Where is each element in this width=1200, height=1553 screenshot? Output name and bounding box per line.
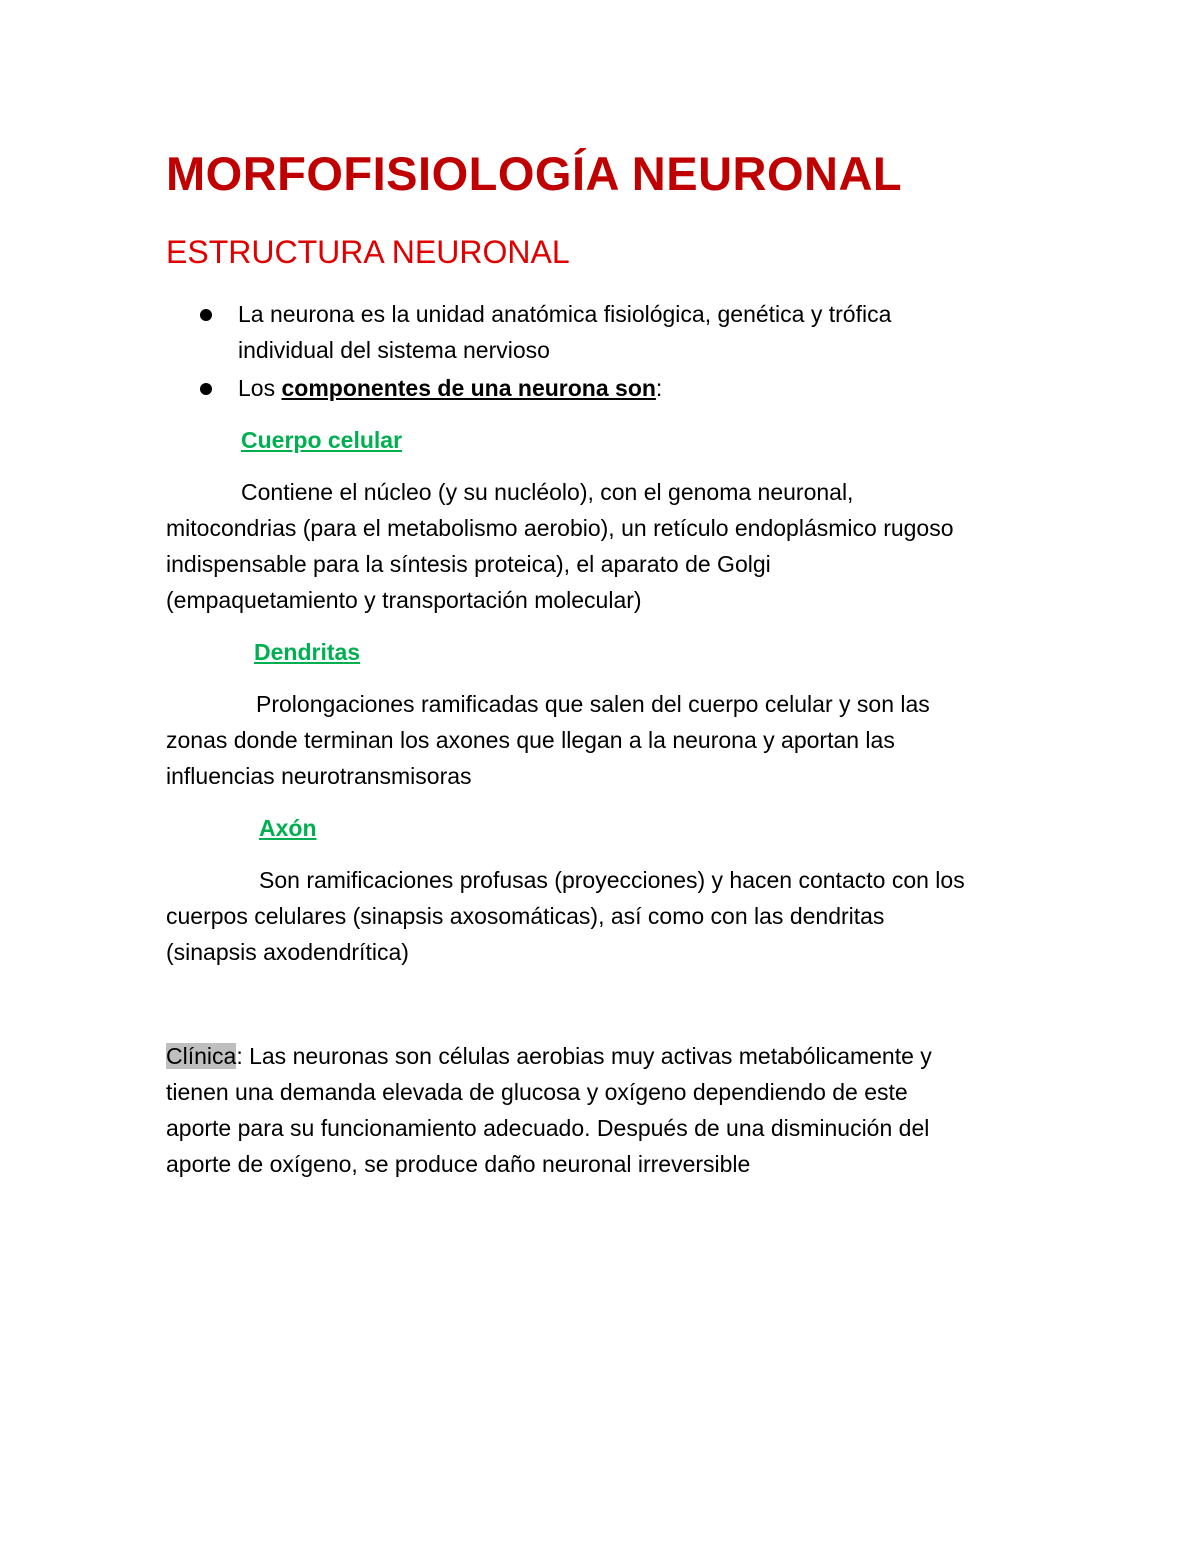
component-heading-axon: Axón (259, 815, 317, 841)
bullet-2-suffix: : (655, 375, 663, 401)
bullet-icon (200, 383, 212, 395)
axon-line-2: cuerpos celulares (sinapsis axosomáticas), así como con las dendritas (166, 903, 885, 929)
cuerpo-celular-line-1: Contiene el núcleo (y su nucléolo), con el genoma neuronal, (241, 479, 854, 505)
clinical-line-3: aporte para su funcionamiento adecuado. Después de una disminución del (166, 1115, 930, 1141)
clinical-line-1-rest: : Las neuronas son células aerobias muy activas metabólicamente y (236, 1043, 932, 1069)
dendritas-line-1: Prolongaciones ramificadas que salen del cuerpo celular y son las (256, 691, 930, 717)
cuerpo-celular-line-3: indispensable para la síntesis proteica), el aparato de Golgi (166, 551, 771, 577)
cuerpo-celular-line-2: mitocondrias (para el metabolismo aerobio), un retículo endoplásmico rugoso (166, 515, 954, 541)
bullet-2-emphasis: componentes de una neurona son (281, 375, 656, 401)
clinical-line-2: tienen una demanda elevada de glucosa y oxígeno dependiendo de este (166, 1079, 908, 1105)
bullet-1-line-2: individual del sistema nervioso (238, 337, 550, 363)
clinical-line-1 (166, 1038, 932, 1074)
axon-line-1: Son ramificaciones profusas (proyecciones) y hacen contacto con los (259, 867, 965, 893)
component-heading-cuerpo-celular: Cuerpo celular (241, 427, 403, 453)
section-heading: ESTRUCTURA NEURONAL (166, 234, 570, 270)
component-heading-dendritas: Dendritas (254, 639, 361, 665)
bullet-2 (238, 370, 662, 406)
page-title: MORFOFISIOLOGÍA NEURONAL (166, 147, 903, 200)
dendritas-line-2: zonas donde terminan los axones que llegan a la neurona y aportan las (166, 727, 895, 753)
cuerpo-celular-line-4: (empaquetamiento y transportación molecular) (166, 587, 642, 613)
axon-line-3: (sinapsis axodendrítica) (166, 939, 409, 965)
dendritas-line-3: influencias neurotransmisoras (166, 763, 472, 789)
bullet-2-prefix: Los (238, 375, 282, 401)
bullet-icon (200, 309, 212, 321)
clinical-label: Clínica (166, 1043, 237, 1069)
clinical-line-4: aporte de oxígeno, se produce daño neuronal irreversible (166, 1151, 751, 1177)
bullet-1-line-1: La neurona es la unidad anatómica fisiológica, genética y trófica (238, 301, 892, 327)
